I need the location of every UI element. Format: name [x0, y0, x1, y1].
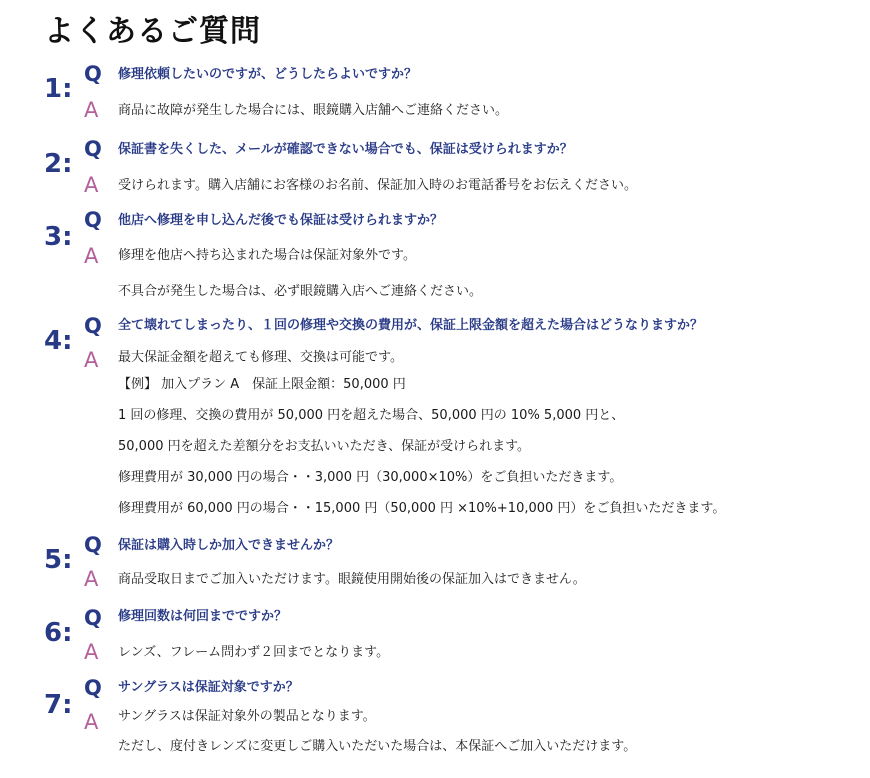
question-mark-icon: Q [84, 137, 102, 161]
faq-question: 他店へ修理を申し込んだ後でも保証は受けられますか？ [118, 213, 444, 228]
question-mark-icon: Q [84, 606, 102, 630]
answer-mark-icon: A [84, 173, 99, 197]
answer-mark-icon: A [84, 348, 99, 372]
faq-answer-line: レンズ、フレーム問わず２回までとなります。 [118, 645, 390, 660]
question-mark-icon: Q [84, 676, 102, 700]
faq-question: 修理回数は何回までですか？ [118, 609, 288, 624]
faq-question: サングラスは保証対象ですか？ [118, 680, 299, 695]
faq-answer-line: 最大保証金額を超えても修理、交換は可能です。 [118, 350, 403, 365]
faq-answer-line: 商品受取日までご加入いただけます。眼鏡使用開始後の保証加入はできません。 [118, 572, 586, 587]
faq-number: 5: [44, 545, 73, 575]
faq-number: 2: [44, 149, 73, 179]
faq-question: 修理依頼したいのですが、どうしたらよいですか？ [118, 67, 418, 82]
faq-answer-line: 修理費用が 30,000 円の場合・・3,000 円（30,000×10%）をご負担いただきます。 [118, 470, 623, 485]
faq-number: 4: [44, 326, 73, 356]
question-mark-icon: Q [84, 62, 102, 86]
faq-number: 3: [44, 222, 73, 252]
faq-question: 保証書を失くした、メールが確認できない場合でも、保証は受けられますか？ [118, 142, 573, 157]
faq-answer-line: 修理費用が 60,000 円の場合・・15,000 円（50,000 円 ×10%+10,000 円）をご負担いただきます。 [118, 501, 726, 516]
faq-number: 7: [44, 690, 73, 720]
faq-number: 1: [44, 74, 73, 104]
faq-answer-line: 50,000 円を超えた差額分をお支払いいただき、保証が受けられます。 [118, 439, 531, 454]
faq-question: 保証は購入時しか加入できませんか？ [118, 538, 340, 553]
answer-mark-icon: A [84, 640, 99, 664]
page-title: よくあるご質問 [44, 14, 261, 49]
faq-answer-line: 修理を他店へ持ち込まれた場合は保証対象外です。 [118, 248, 416, 263]
faq-number: 6: [44, 618, 73, 648]
faq-answer-line: 商品に故障が発生した場合には、眼鏡購入店舗へご連絡ください。 [118, 103, 509, 118]
question-mark-icon: Q [84, 314, 102, 338]
answer-mark-icon: A [84, 567, 99, 591]
faq-question: 全て壊れてしまったり、１回の修理や交換の費用が、保証上限金額を超えた場合はどうなりますか？ [118, 318, 704, 333]
answer-mark-icon: A [84, 710, 99, 734]
question-mark-icon: Q [84, 208, 102, 232]
faq-answer-line: サングラスは保証対象外の製品となります。 [118, 709, 376, 724]
faq-answer-line: 【例】 加入プラン A 保証上限金額：50,000 円 [118, 377, 406, 392]
faq-answer-line: 受けられます。購入店舗にお客様のお名前、保証加入時のお電話番号をお伝えください。 [118, 178, 637, 193]
question-mark-icon: Q [84, 533, 102, 557]
faq-answer-line: 不具合が発生した場合は、必ず眼鏡購入店へご連絡ください。 [118, 284, 483, 299]
faq-answer-line: ただし、度付きレンズに変更しご購入いただいた場合は、本保証へご加入いただけます。 [118, 739, 637, 754]
faq-answer-line: 1 回の修理、交換の費用が 50,000 円を超えた場合、50,000 円の 10% 5,000 円と、 [118, 408, 625, 423]
answer-mark-icon: A [84, 244, 99, 268]
answer-mark-icon: A [84, 98, 99, 122]
